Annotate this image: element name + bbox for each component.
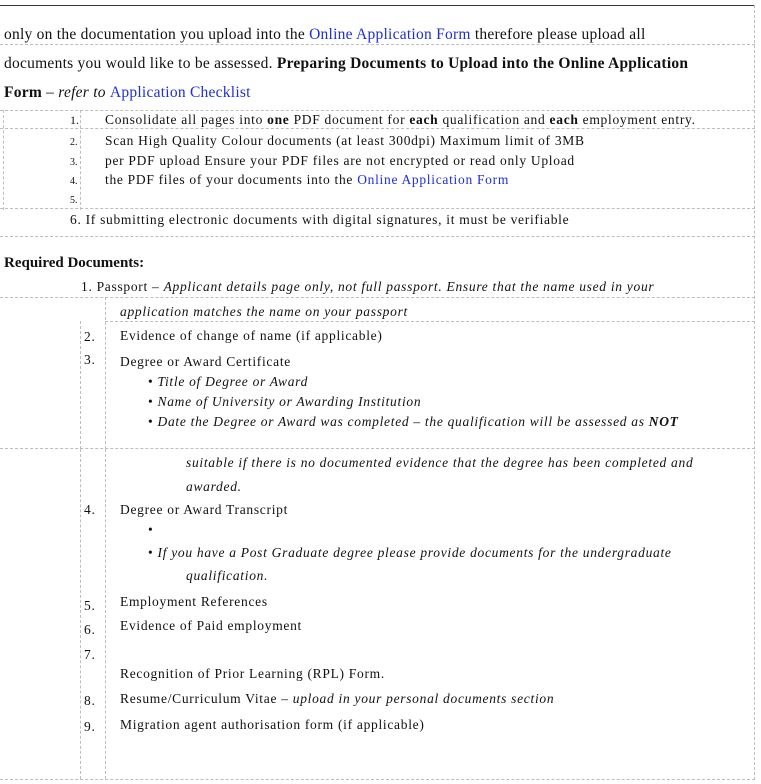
list-number: 2. <box>84 329 96 344</box>
application-checklist-link[interactable]: Application Checklist <box>109 84 251 101</box>
bullet-item <box>148 414 679 430</box>
row-divider <box>0 128 755 129</box>
req-label: Resume/Curriculum Vitae – <box>120 691 293 706</box>
bullet-text: If you have a Post Graduate degree please provide documents for the undergraduate <box>157 545 672 560</box>
dash: – <box>42 84 59 101</box>
req-item: Evidence of Paid employment <box>120 618 302 633</box>
list-number: 5. <box>84 598 96 613</box>
bullet-item <box>148 545 672 561</box>
online-application-form-link[interactable]: Online Application Form <box>309 26 471 43</box>
preparing-documents-heading: Form <box>4 84 43 101</box>
bullet-item <box>148 522 153 538</box>
emphasis: NOT <box>648 414 679 429</box>
bullet-icon: • <box>148 545 154 560</box>
req-item: Employment References <box>120 594 268 609</box>
list-number: 5. <box>70 195 78 206</box>
top-rule <box>0 5 755 6</box>
intro-text: documents you would like to be assessed. <box>4 55 277 72</box>
req-passport <box>81 279 654 295</box>
bullet-icon: • <box>148 522 154 537</box>
list-text: the PDF files of your documents into the <box>105 172 358 187</box>
list-number: 4. <box>84 502 96 517</box>
column-divider <box>105 449 106 779</box>
req-note: Applicant details page only, not full passport. Ensure that the name used in your <box>163 279 655 294</box>
emphasis: each <box>549 112 579 127</box>
row-divider <box>0 236 755 237</box>
bullet-icon: • <box>148 374 154 389</box>
intro-text: therefore please upload all <box>470 26 646 43</box>
list-number: 9. <box>84 719 96 734</box>
emphasis: one <box>267 112 290 127</box>
row-divider <box>0 297 755 298</box>
list-number: 6. <box>84 622 96 637</box>
list-number: 1. <box>70 113 79 127</box>
column-divider <box>105 297 106 449</box>
emphasis: each <box>409 112 439 127</box>
bullet-text: Title of Degree or Award <box>157 374 309 389</box>
list-text: Consolidate all pages into <box>105 112 268 127</box>
row-divider <box>0 44 755 45</box>
bullet-text: qualification. <box>186 568 269 583</box>
list-number: 3. <box>70 157 78 168</box>
req-note: upload in your personal documents section <box>292 691 555 706</box>
column-divider <box>80 321 81 449</box>
list-text: employment entry. <box>578 112 696 127</box>
item-6-text: 6. If submitting electronic documents with digital signatures, it must be verifiable <box>70 212 570 227</box>
row-divider <box>105 321 755 322</box>
req-label: 1. Passport – <box>81 279 164 294</box>
row-divider <box>0 110 755 111</box>
bullet-continuation <box>186 479 242 495</box>
req-item: Degree or Award Transcript <box>120 502 289 517</box>
column-divider <box>3 110 4 210</box>
list-item <box>105 172 509 188</box>
bullet-text: awarded. <box>186 479 242 494</box>
list-number: 4. <box>70 176 78 187</box>
refer-to-text: refer to <box>58 84 106 101</box>
bullet-continuation <box>186 455 693 471</box>
bullet-icon: • <box>148 394 154 409</box>
list-number: 7. <box>84 647 96 662</box>
column-divider <box>80 449 81 779</box>
row-divider <box>0 779 755 780</box>
list-text: qualification and <box>438 112 550 127</box>
req-item: Evidence of change of name (if applicable) <box>120 328 383 343</box>
row-divider <box>0 448 755 449</box>
online-application-form-link[interactable]: Online Application Form <box>357 172 510 187</box>
intro-line-2 <box>4 55 688 73</box>
list-item <box>105 112 696 128</box>
column-divider <box>80 110 81 210</box>
req-note: application matches the name on your passport <box>120 304 408 319</box>
bullet-text: Date the Degree or Award was completed – the qualification will be assessed as <box>157 414 649 429</box>
bullet-text: suitable if there is no documented evidence that the degree has been completed and <box>186 455 694 470</box>
list-text: PDF document for <box>289 112 410 127</box>
list-number: 8. <box>84 693 96 708</box>
list-item: Scan High Quality Colour documents (at least 300dpi) Maximum limit of 3MB <box>105 133 585 148</box>
bullet-continuation <box>186 568 268 584</box>
req-item <box>120 691 554 707</box>
bullet-item <box>148 374 308 390</box>
list-number: 3. <box>84 352 96 367</box>
required-documents-heading: Required Documents: <box>4 255 145 271</box>
list-number: 2. <box>70 137 78 148</box>
req-item: Degree or Award Certificate <box>120 354 291 369</box>
row-divider <box>0 208 755 209</box>
column-divider <box>754 5 755 780</box>
req-item: Recognition of Prior Learning (RPL) Form. <box>120 666 385 681</box>
req-passport-cont <box>120 304 408 320</box>
intro-text: only on the documentation you upload into the <box>4 26 310 43</box>
bullet-item <box>148 394 421 410</box>
list-item: per PDF upload Ensure your PDF files are not encrypted or read only Upload <box>105 153 575 168</box>
intro-line-3 <box>4 84 251 102</box>
bullet-text: Name of University or Awarding Institution <box>157 394 422 409</box>
preparing-documents-heading: Preparing Documents to Upload into the Online Application <box>276 55 689 72</box>
req-item: Migration agent authorisation form (if applicable) <box>120 717 425 732</box>
bullet-icon: • <box>148 414 154 429</box>
intro-line-1 <box>4 26 646 44</box>
